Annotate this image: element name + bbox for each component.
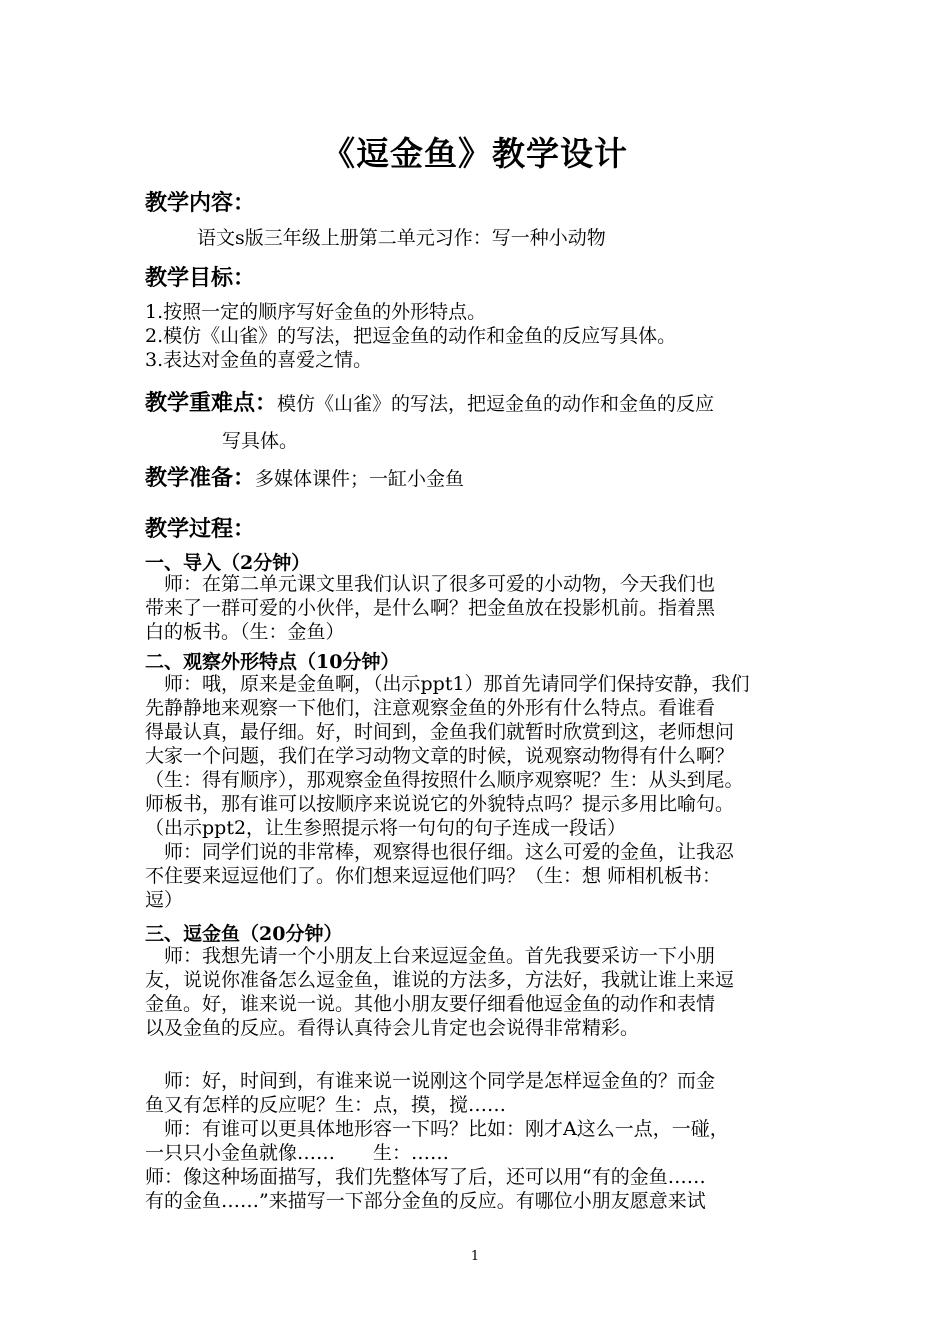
section-3-title: 三、逗金鱼（20分钟） xyxy=(145,923,343,945)
content-text: 语文s版三年级上册第二单元习作：写一种小动物 xyxy=(197,227,606,249)
page-title: 《逗金鱼》教学设计 xyxy=(322,134,628,173)
goals-heading: 教学目标： xyxy=(145,265,256,291)
section-1-body xyxy=(145,572,835,644)
page-number: 1 xyxy=(470,1249,480,1264)
goal-item: 3.表达对金鱼的喜爱之情。 xyxy=(145,349,373,371)
paragraph-line: 师：好，时间到，有谁来说一说刚这个同学是怎样逗金鱼的？而金 xyxy=(145,1070,716,1092)
paragraph-line: 白的板书。（生：金鱼） xyxy=(145,621,345,643)
paragraph-line: 友，说说你准备怎么逗金鱼，谁说的方法多，方法好，我就让谁上来逗 xyxy=(145,969,735,991)
paragraph-line: 先静静地来观察一下他们，注意观察金鱼的外形有什么特点。看谁看 xyxy=(145,697,716,719)
paragraph-line: 师：同学们说的非常棒，观察得也很仔细。这么可爱的金鱼，让我忍 xyxy=(145,841,735,863)
paragraph-line: 大家一个问题，我们在学习动物文章的时候，说观察动物得有什么啊？ xyxy=(145,745,735,767)
paragraph-line: 师：在第二单元课文里我们认识了很多可爱的小动物，今天我们也 xyxy=(145,573,716,595)
paragraph-line: 金鱼。好，谁来说一说。其他小朋友要仔细看他逗金鱼的动作和表情 xyxy=(145,993,716,1015)
paragraph-line: （出示ppt2，让生参照提示将一句句的句子连成一段话） xyxy=(145,817,627,839)
content-heading: 教学内容： xyxy=(145,190,256,216)
paragraph-line: 逗） xyxy=(145,889,184,911)
goals-list xyxy=(145,300,835,372)
key-points-text: 模仿《山雀》的写法，把逗金鱼的动作和金鱼的反应 xyxy=(277,393,715,415)
paragraph-line: 有的金鱼……”来描写一下部分金鱼的反应。有哪位小朋友愿意来试 xyxy=(145,1190,706,1212)
section-3-body xyxy=(145,944,835,1040)
paragraph-line: 以及金鱼的反应。看得认真待会儿肯定也会说得非常精彩。 xyxy=(145,1017,640,1039)
prep-row xyxy=(145,461,464,492)
section-2-title: 二、观察外形特点（10分钟） xyxy=(145,651,400,673)
paragraph-line: 师：像这种场面描写，我们先整体写了后，还可以用“有的金鱼…… xyxy=(145,1166,706,1188)
prep-heading: 教学准备： xyxy=(145,465,256,491)
paragraph-line: 师：有谁可以更具体地形容一下吗？比如：刚才A这么一点，一碰， xyxy=(145,1118,729,1140)
key-points-continuation: 写具体。 xyxy=(222,430,299,452)
key-points-row xyxy=(145,386,714,417)
section-1-title: 一、导入（2分钟） xyxy=(145,552,311,574)
goal-item: 1.按照一定的顺序写好金鱼的外形特点。 xyxy=(145,301,487,323)
paragraph-line: 得最认真，最仔细。好，时间到，金鱼我们就暂时欣赏到这，老师想问 xyxy=(145,721,735,743)
section-3-body-continued xyxy=(145,1069,835,1213)
paragraph-line: 不住要来逗逗他们了。你们想来逗逗他们吗？（生：想 师相机板书： xyxy=(145,865,722,887)
paragraph-line: 鱼又有怎样的反应呢？生：点，摸，搅…… xyxy=(145,1094,507,1116)
prep-text: 多媒体课件；一缸小金鱼 xyxy=(255,468,465,490)
goal-item: 2.模仿《山雀》的写法，把逗金鱼的动作和金鱼的反应写具体。 xyxy=(145,325,677,347)
paragraph-line: 师：我想先请一个小朋友上台来逗逗金鱼。首先我要采访一下小朋 xyxy=(145,945,716,967)
section-2-body xyxy=(145,672,835,912)
paragraph-line: 带来了一群可爱的小伙伴，是什么啊？把金鱼放在投影机前。指着黑 xyxy=(145,597,716,619)
process-heading: 教学过程： xyxy=(145,516,256,542)
paragraph-line: 师：哦，原来是金鱼啊，（出示ppt1）那首先请同学们保持安静，我们 xyxy=(145,673,750,695)
paragraph-line: （生：得有顺序），那观察金鱼得按照什么顺序观察呢？生：从头到尾。 xyxy=(145,769,744,791)
paragraph-line: 师板书，那有谁可以按顺序来说说它的外貌特点吗？提示多用比喻句。 xyxy=(145,793,735,815)
paragraph-line: 一只只小金鱼就像…… 生：…… xyxy=(145,1142,450,1164)
key-points-heading: 教学重难点： xyxy=(145,390,278,416)
